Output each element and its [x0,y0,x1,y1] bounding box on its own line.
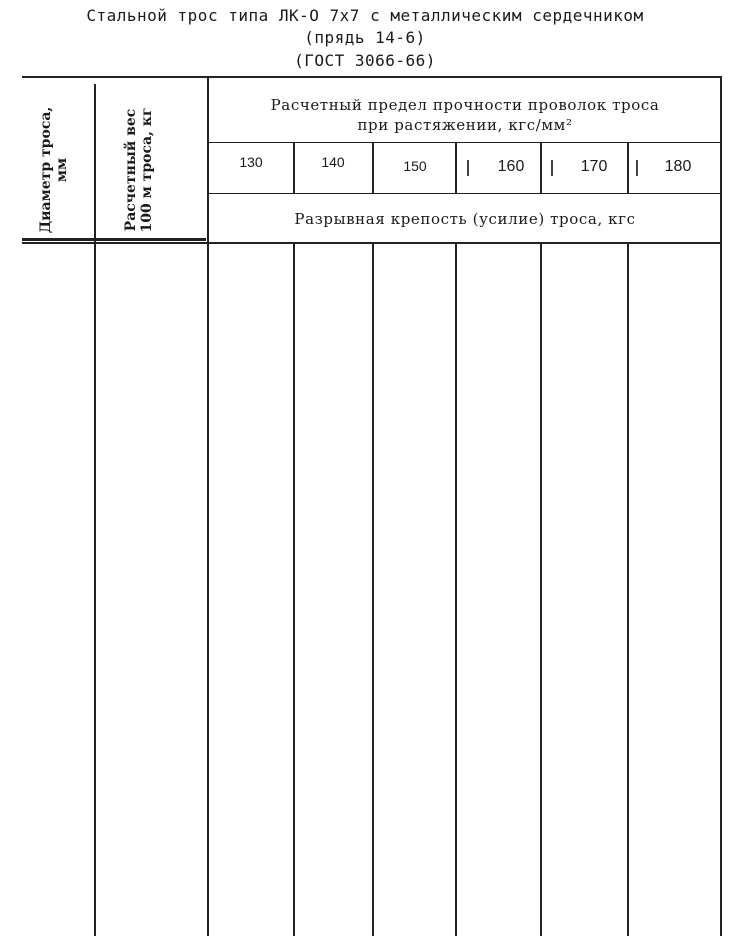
grade-160: 160 [497,158,525,175]
strength-header-line2: при растяжении, кгс/мм² [357,116,573,134]
divider-6b [540,243,542,936]
grade-140: 140 [321,154,345,170]
table-title: Стальной трос типа ЛК-О 7х7 с металлическим сердечником [86,6,644,25]
divider-5b [455,243,457,936]
grades-top-rule [208,142,722,143]
divider-right [720,76,722,936]
weight-label-underline [96,238,206,241]
grade-130: 130 [239,154,263,170]
weight-column-header: Расчетный вес 100 м троса, кг [123,107,155,233]
grade-180-bar [636,160,638,176]
breaking-force-header: Разрывная крепость (усилие) троса, кгс [294,210,636,228]
standard-reference: (ГОСТ 3066-66) [294,51,436,70]
grade-170: 170 [580,158,608,175]
top-rule [22,76,722,78]
strength-header-line1: Расчетный предел прочности проволок троса [270,96,660,114]
divider-1 [94,84,96,936]
divider-4b [372,243,374,936]
grade-170-bar [551,160,553,176]
grade-180: 180 [664,158,692,175]
grade-160-bar [467,160,469,176]
divider-2 [207,76,209,936]
grades-bottom-rule [208,193,722,194]
divider-7 [627,142,629,193]
divider-7b [627,243,629,936]
grade-150: 150 [403,158,427,174]
divider-3 [293,142,295,193]
divider-4 [372,142,374,193]
diameter-column-header: Диаметр троса, мм [38,106,70,234]
divider-3b [293,243,295,936]
table-subtitle: (прядь 14-6) [304,28,426,47]
divider-5 [455,142,457,193]
